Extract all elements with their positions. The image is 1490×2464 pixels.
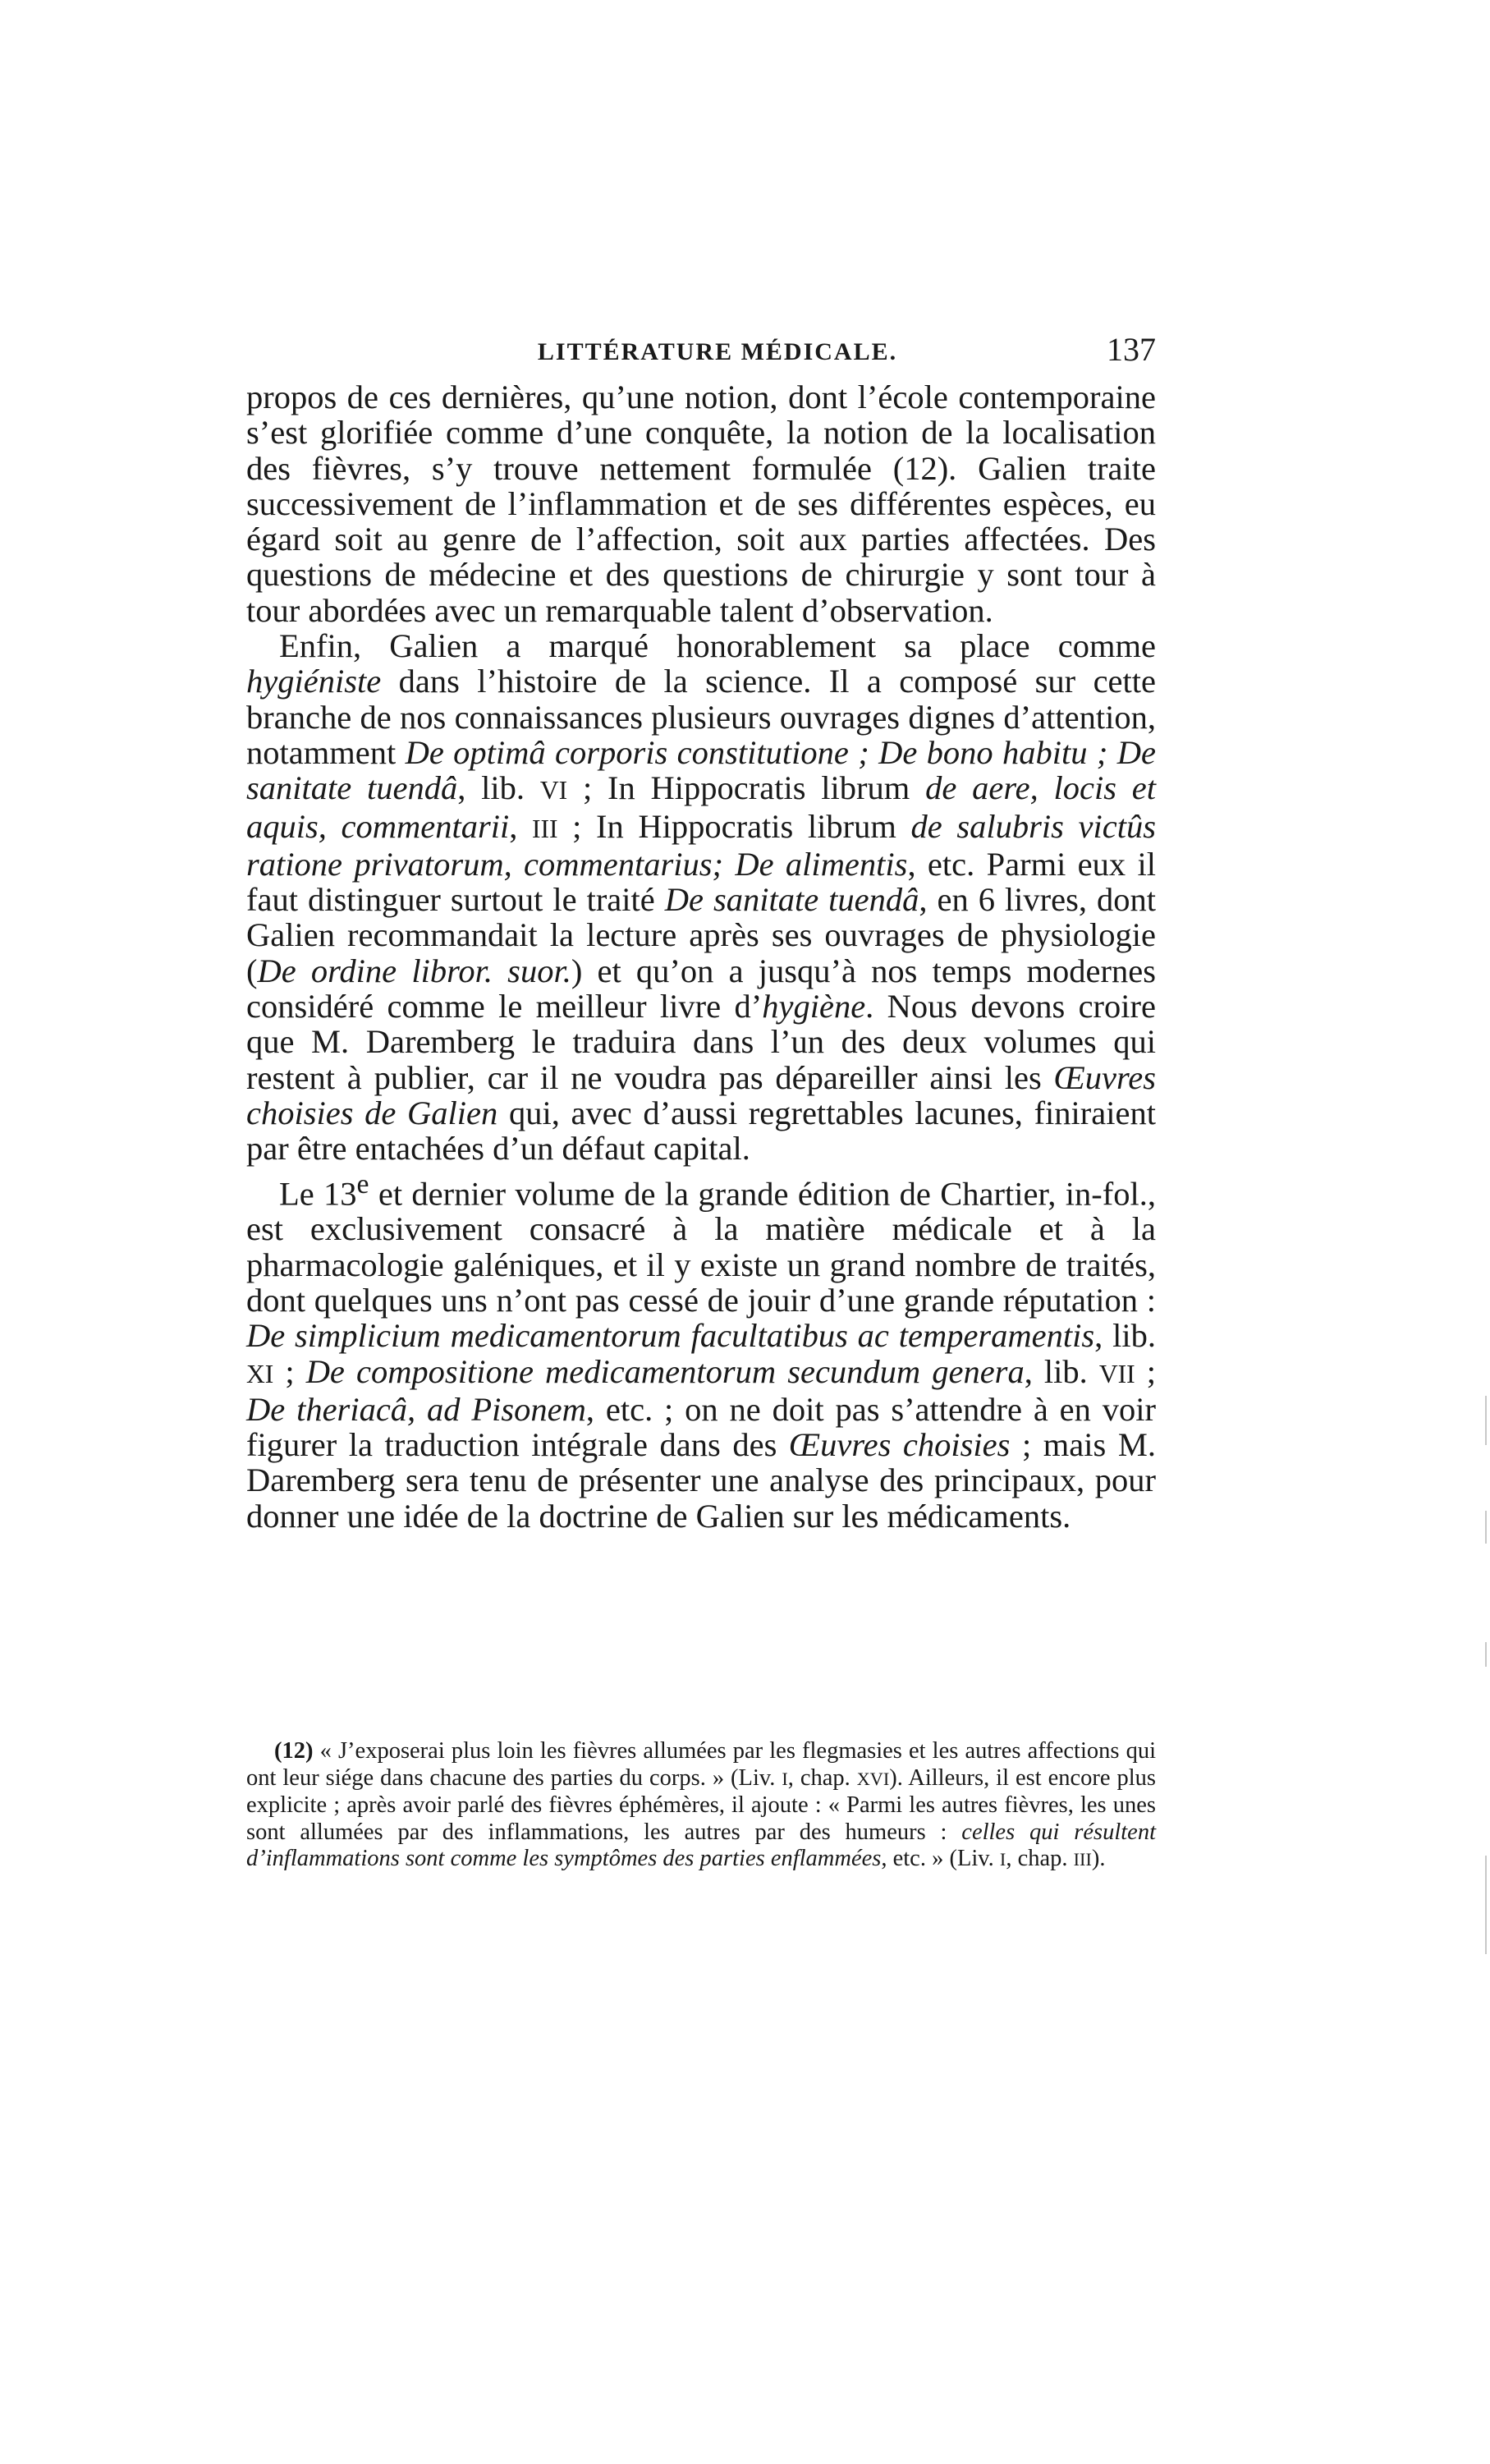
book-number: VII <box>1098 1359 1135 1388</box>
paragraph-text: ) et qu’on a jusqu’à nos temps modernes considéré comme le meilleur livre d’ <box>246 952 1157 1026</box>
paragraph-text: ; <box>1135 1352 1156 1390</box>
chapter-number: III <box>1073 1849 1092 1870</box>
paragraph-2 <box>246 628 1156 1166</box>
paragraph-text: , lib. <box>1094 1317 1156 1355</box>
paragraph-text: Enfin, Galien a marqué honorablement sa place comme <box>279 627 1156 665</box>
paragraph-text: , <box>509 807 532 845</box>
paragraph-text: Le 13 <box>279 1175 357 1213</box>
page-header <box>246 330 1156 371</box>
italic-title: De simplicium medicamentorum facultatibus ac temperamentis <box>246 1317 1095 1355</box>
paragraph-text: , etc. ; on ne doit pas s’attendre à en voir figurer la traduction intégrale dans des <box>246 1390 1156 1464</box>
paragraph-1 <box>246 379 1156 628</box>
paragraph-text: ; mais M. Daremberg sera tenu de présenter une analyse des principaux, pour donner une idée de la doctrine de Galien sur les médicaments. <box>246 1426 1156 1535</box>
paragraph-text: , lib. <box>1024 1352 1099 1390</box>
footnote-text: , chap. <box>1006 1846 1074 1871</box>
book-number: III <box>531 814 558 843</box>
paragraph-text: dans l’histoire de la science. Il a composé sur cette branche de nos connaissances plusieurs ouvrages dignes d’attention, notamment <box>246 663 1156 771</box>
book-number: I <box>999 1849 1006 1870</box>
italic-title: de salubris victûs ratione privatorum, commentarius; De alimentis <box>246 807 1157 883</box>
paragraph-text: , lib. <box>457 769 540 807</box>
italic-quote: celles qui résultent d’inflammations sont comme les symptômes des parties enflammées <box>246 1819 1156 1871</box>
italic-title: De sanitate tuendâ <box>664 881 919 919</box>
footnote <box>246 1738 1156 1874</box>
book-number: I <box>782 1768 788 1789</box>
paragraph-text: ; <box>273 1352 306 1390</box>
scan-edge-marks <box>1474 1396 1490 2135</box>
ordinal-superscript: e <box>356 1168 369 1200</box>
paragraph-text: , etc. Parmi eux il faut distinguer surtout le traité <box>246 845 1156 919</box>
italic-title: De ordine libror. suor. <box>257 952 571 989</box>
footnote-text: ). <box>1091 1846 1106 1871</box>
paragraph-3 <box>246 1167 1156 1534</box>
italic-title: De compositione medicamentorum secundum genera <box>305 1352 1025 1390</box>
paragraph-text: ; In Hippocratis librum <box>557 807 911 845</box>
paragraph-text: propos de ces dernières, qu’une notion, dont l’école contemporaine s’est glorifiée comme d’une conquête, la notion de la localisation des fièvres, s’y trouve nettement formulée (12). Galien traite successivement de l’inflammation et de ses différentes espèces, eu égard soit au genre de l’affection, soit aux parties affectées. Des questions de médecine et des questions de chirurgie y sont tour à tour abordées avec un remarquable talent d’observation. <box>246 379 1156 629</box>
footnote-text: , etc. » (Liv. <box>881 1846 1000 1871</box>
italic-title: de aere, locis et aquis, commentarii <box>246 769 1156 845</box>
footnote-text: « J’exposerai plus loin les fièvres allumées par les flegmasies et les autres affections qui ont leur siége dans chacune des parties du corps. » (Liv. <box>246 1738 1156 1791</box>
paragraph-text: qui, avec d’aussi regrettables lacunes, finiraient par être entachées d’un défaut capital. <box>246 1094 1156 1168</box>
page-number: 137 <box>1107 331 1156 368</box>
italic-term: hygiène <box>762 988 866 1026</box>
running-title: LITTÉRATURE MÉDICALE. <box>537 338 898 365</box>
italic-title: De optimâ corporis constitutione ; De bono habitu ; De sanitate tuendâ <box>246 733 1156 807</box>
footnote-12 <box>246 1738 1156 1874</box>
italic-term: hygiéniste <box>246 663 382 700</box>
book-number: XI <box>246 1359 274 1388</box>
italic-title: De theriacâ, ad Pisonem <box>246 1390 586 1428</box>
paragraph-text: ; In Hippocratis librum <box>567 769 926 807</box>
footnote-marker: (12) <box>274 1738 314 1764</box>
book-number: VI <box>539 776 568 805</box>
footnote-text: , chap. <box>787 1764 857 1791</box>
paragraph-text: et dernier volume de la grande édition de Chartier, in-fol., est exclusivement consacré à la matière médicale et à la pharmacologie galéniques, et il y existe un grand nombre de traités, dont quelques uns n’ont pas cessé de jouir d’une grande réputation : <box>246 1175 1156 1319</box>
chapter-number: XVI <box>856 1768 890 1789</box>
footnote-text: ). Ailleurs, il est encore plus explicite ; après avoir parlé des fièvres éphémères, il ajoute : « Parmi les autres fièvres, les unes sont allumées par des inflammations, les autres par des humeurs : <box>246 1764 1156 1845</box>
italic-title: Œuvres choisies de Galien <box>246 1058 1156 1131</box>
paragraph-text: . Nous devons croire que M. Daremberg le traduira dans l’un des deux volumes qui restent à publier, car il ne voudra pas dépareiller ainsi les <box>246 988 1156 1096</box>
paragraph-text: , en 6 livres, dont Galien recommandait la lecture après ses ouvrages de physiologie ( <box>246 881 1157 989</box>
body-text <box>246 379 1156 1534</box>
italic-title: Œuvres choisies <box>788 1426 1011 1464</box>
